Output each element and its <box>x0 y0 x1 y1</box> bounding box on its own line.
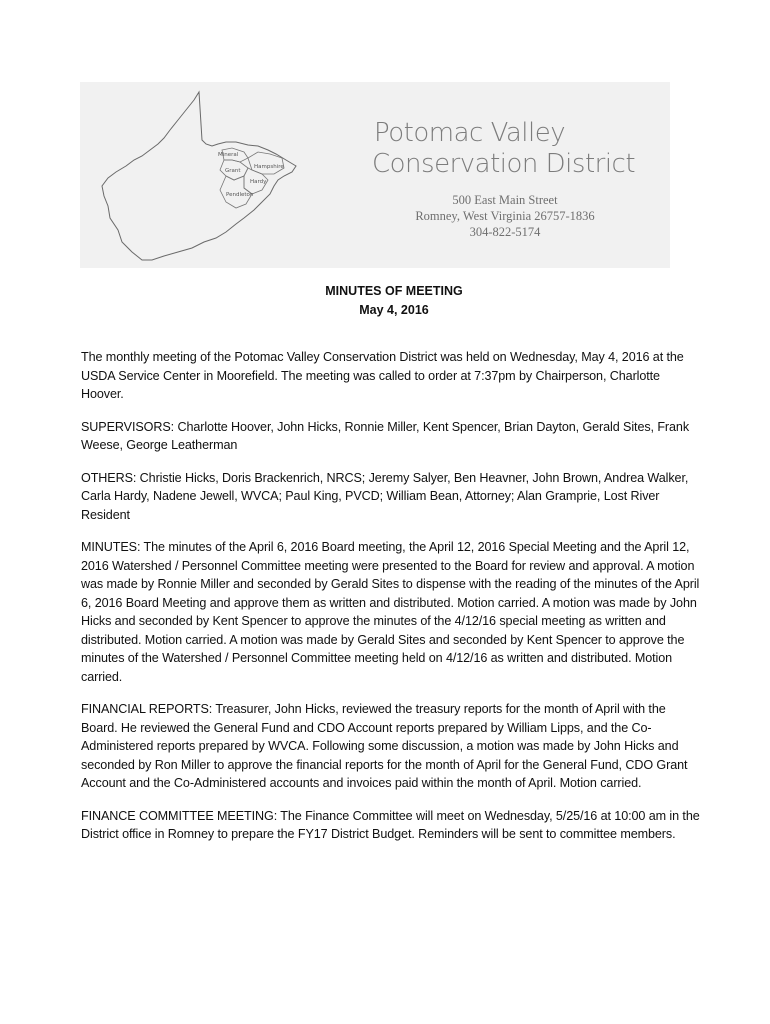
address-phone: 304-822-5174 <box>469 225 541 239</box>
org-name-line1: Potomac Valley <box>374 118 566 148</box>
paragraph-others: OTHERS: Christie Hicks, Doris Brackenrich, NRCS; Jeremy Salyer, Ben Heavner, John Brown, Andrea Walker, Carla Hardy, Nadene Jewell, WVCA; Paul King, PVCD; William Bean, Attorney; Alan Gramprie, Lost River Resident <box>81 470 689 522</box>
map-label-grant: Grant <box>225 168 241 174</box>
minutes-body <box>81 348 705 858</box>
paragraph-opening: The monthly meeting of the Potomac Valley Conservation District was held on Wednesday, May 4, 2016 at the USDA Service Center in Moorefield. The meeting was called to order at 7:37pm by Chairperson, Charlotte Hoover. <box>81 350 684 401</box>
paragraph-supervisors: SUPERVISORS: Charlotte Hoover, John Hicks, Ronnie Miller, Kent Spencer, Brian Dayton, Gerald Sites, Frank Weese, George Leatherman <box>81 419 690 452</box>
organization-address <box>380 192 630 240</box>
document-heading <box>0 282 770 320</box>
state-outline <box>102 92 296 260</box>
map-label-hampshire: Hampshire <box>254 164 284 170</box>
address-street: 500 East Main Street <box>452 193 558 207</box>
org-name-line2: Conservation District <box>372 149 636 179</box>
letterhead <box>80 82 670 268</box>
paragraph-financial-reports: FINANCIAL REPORTS: Treasurer, John Hicks, reviewed the treasury reports for the month of April with the Board. He reviewed the General Fund and CDO Account reports prepared by William Lipps, and the Co-Administered reports prepared by WVCA. Following some discussion, a motion was made by John Hicks and seconded by Ron Miller to approve the financial reports for the month of April for the General Fund, CDO Grant Account and the Co-Administered accounts and invoices paid within the month of April. Motion carried. <box>81 702 688 790</box>
document-title: MINUTES OF MEETING <box>325 284 463 298</box>
address-city: Romney, West Virginia 26757-1836 <box>415 209 595 223</box>
map-label-mineral: Mineral <box>218 152 239 158</box>
organization-name <box>372 118 635 180</box>
map-label-pendleton: Pendleton <box>226 192 254 198</box>
paragraph-finance-committee: FINANCE COMMITTEE MEETING: The Finance Committee will meet on Wednesday, 5/25/16 at 10:00 am in the District office in Romney to prepare the FY17 District Budget. Reminders will be sent to committee members. <box>81 808 700 841</box>
map-label-hardy: Hardy <box>250 179 267 185</box>
paragraph-minutes: MINUTES: The minutes of the April 6, 2016 Board meeting, the April 12, 2016 Special Meeting and the April 12, 2016 Watershed / Personnel Committee meeting were presented to the Board for review and approval. A motion was made by Ronnie Miller and seconded by Gerald Sites to dispense with the reading of the minutes of the April 6, 2016 Board Meeting and approve them as written and distributed. Motion carried. A motion was made by John Hicks and seconded by Kent Spencer to approve the minutes of the 4/12/16 special meeting as written and distributed. Motion carried. A motion was made by Gerald Sites and seconded by Kent Spencer to approve the minutes of the Watershed / Personnel Committee meeting held on 4/12/16 as written and distributed. Motion carried. <box>81 540 700 684</box>
document-date: May 4, 2016 <box>359 303 429 317</box>
west-virginia-map <box>98 90 298 262</box>
